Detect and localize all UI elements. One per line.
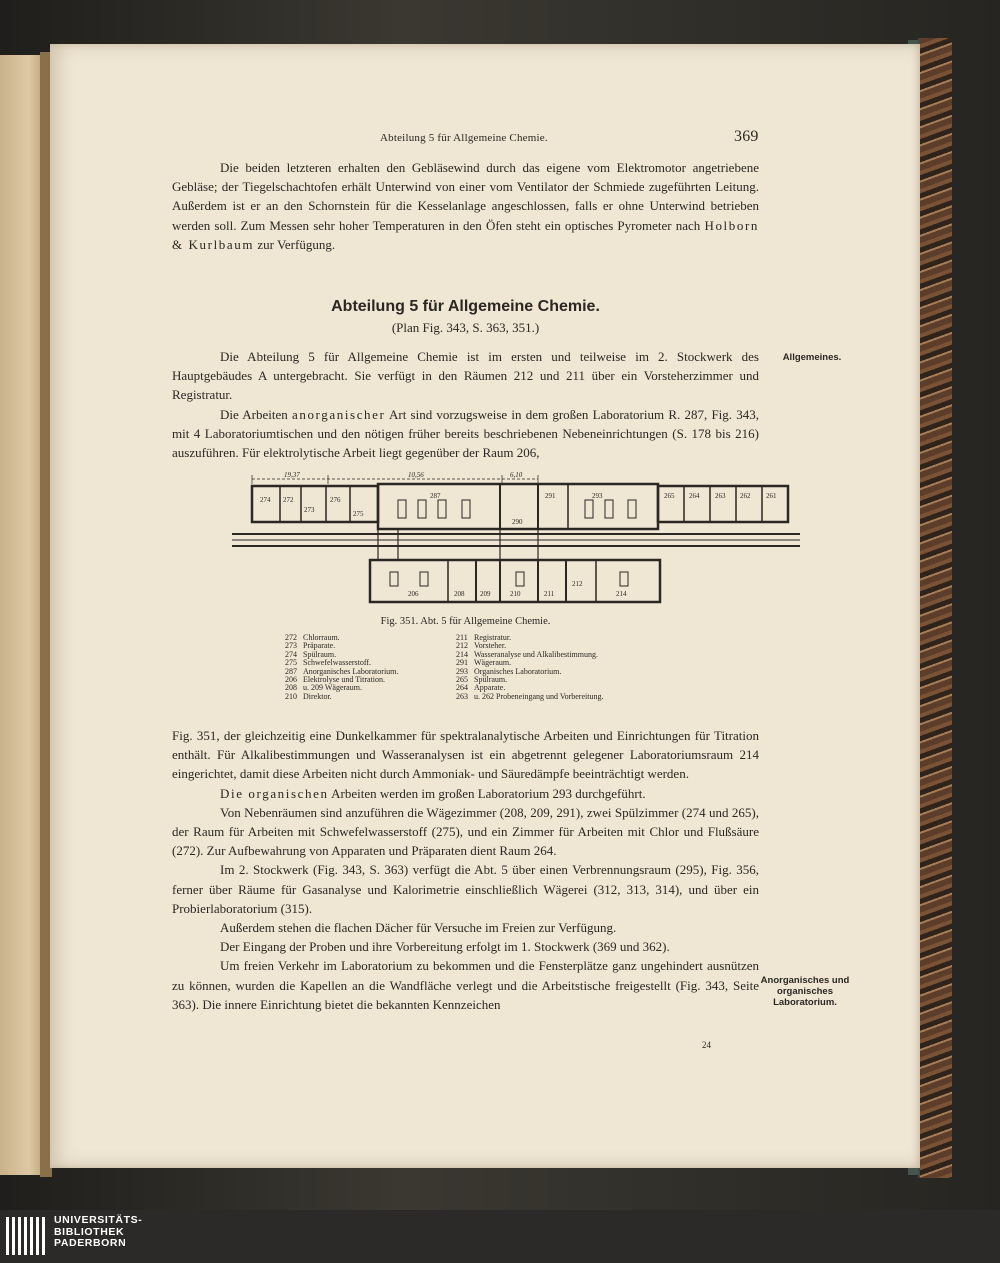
room-label: 214 <box>616 590 627 598</box>
legend-text: u. 209 Wägeraum. <box>303 683 362 693</box>
paragraph-1 <box>172 158 759 254</box>
figure-legend-left <box>285 634 398 701</box>
dimension-label: 10,56 <box>408 471 424 479</box>
legend-number: 287 <box>285 666 297 676</box>
legend-number: 275 <box>285 658 297 668</box>
library-logo-icon <box>6 1215 50 1257</box>
paragraph-2-text: Die Abteilung 5 für Allgemeine Chemie ist im ersten und teilweise im 2. Stockwerk des Hauptgebäudes A untergebracht. Sie verfügt in den Räumen 212 und 211 über ein Vorsteherzimmer und Registratur. <box>172 349 759 403</box>
figure-caption: Fig. 351. Abt. 5 für Allgemeine Chemie. <box>380 616 551 627</box>
room-label: 262 <box>740 492 751 500</box>
section-title: Abteilung 5 für Allgemeine Chemie. <box>331 298 600 315</box>
legend-number: 265 <box>456 675 468 685</box>
paragraph-4 <box>172 726 759 1014</box>
legend-number: 210 <box>285 691 297 701</box>
paragraph-7: Im 2. Stockwerk (Fig. 343, S. 363) verfügt die Abt. 5 über einen Verbrennungsraum (295), Fig. 356, ferner über Räume für Gasanalyse und Kalorimetrie einschließlich Wägerei (312, 313, 314), und über ein Probierlaboratorium (315). <box>172 862 759 916</box>
legend-row <box>285 634 398 642</box>
marbled-cover <box>918 38 952 1178</box>
book-page <box>50 44 920 1168</box>
room-label: 210 <box>510 590 521 598</box>
legend-text: Direktor. <box>303 691 332 701</box>
paragraph-6: Von Nebenräumen sind anzuführen die Wägezimmer (208, 209, 291), zwei Spülzimmer (274 und 265), der Raum für Arbeiten mit Schwefelwasserstoff (275), und ein Zimmer für Arbeiten mit Chlor und Flußsäure (272). Zur Aufbewahrung von Apparaten und Präparaten dient Raum 264. <box>172 804 759 859</box>
legend-number: 208 <box>285 683 297 693</box>
room-label: 287 <box>430 492 441 500</box>
legend-row <box>456 693 603 701</box>
legend-text: Organisches Laboratorium. <box>474 666 562 676</box>
room-label: 273 <box>304 506 315 514</box>
room-label: 206 <box>408 590 419 598</box>
legend-text: Spülraum. <box>474 675 508 685</box>
room-label: 263 <box>715 492 726 500</box>
paragraph-1-text: Die beiden letzteren erhalten den Gebläsewind durch das eigene vom Elektromotor angetriebene Gebläse; der Tiegelschachtofen erhält Unterwind von einer vom Ventilator der Schmiede zugeführten Leitung. Außerdem ist er an den Schornstein für die Kesselanlage angeschlossen, falls er ohne Unterwind betrieben werden soll. Zum Messen sehr hoher Temperaturen in den Öfen steht ein optisches Pyrometer nach <box>172 160 759 233</box>
legend-number: 264 <box>456 683 468 693</box>
page-number: 369 <box>734 128 759 145</box>
room-label: 211 <box>544 590 555 598</box>
room-label: 209 <box>480 590 491 598</box>
floor-plan-figure <box>180 471 777 632</box>
room-label: 265 <box>664 492 675 500</box>
library-logo-text <box>54 1215 142 1250</box>
legend-text: Apparate. <box>474 683 506 693</box>
legend-number: 263 <box>456 691 468 701</box>
room-label: 208 <box>454 590 465 598</box>
legend-number: 273 <box>285 641 297 651</box>
legend-number: 212 <box>456 641 468 651</box>
room-label: 290 <box>512 518 523 526</box>
paragraph-1-end: zur Verfügung. <box>257 236 336 252</box>
dimension-label: 6,10 <box>510 471 523 479</box>
legend-number: 211 <box>456 633 468 642</box>
room-label: 293 <box>592 492 603 500</box>
legend-number: 206 <box>285 675 297 685</box>
figure-legend-right <box>456 634 603 701</box>
paragraph-1-names: Holborn & Kurlbaum <box>172 217 759 252</box>
legend-number: 293 <box>456 666 468 676</box>
running-head: Abteilung 5 für Allgemeine Chemie. <box>380 132 548 144</box>
legend-text: Elektrolyse und Titration. <box>303 675 385 685</box>
legend-text: Anorganisches Laboratorium. <box>303 666 399 676</box>
dimension-label: 19,37 <box>284 471 300 479</box>
paragraph-9: Der Eingang der Proben und ihre Vorbereitung erfolgt im 1. Stockwerk (369 und 362). <box>220 939 670 955</box>
library-footer <box>0 1210 1000 1263</box>
legend-row <box>285 693 398 701</box>
paragraph-3-spaced: anorganischer <box>291 406 386 422</box>
logo-line: PADERBORN <box>54 1237 127 1249</box>
paragraph-3-end: Art sind vorzugsweise in dem großen Laboratorium R. 287, Fig. 343, mit 4 Laboratoriumtischen und den nötigen früher bereits beschriebenen Nebeneinrichtungen (S. 178 bis 216) auszuführen. Für elektrolytische Arbeit liegt gegenüber der Raum 206, <box>172 406 759 461</box>
logo-line: BIBLIOTHEK <box>54 1225 125 1238</box>
room-label: 264 <box>689 492 700 500</box>
legend-text: Chlorraum. <box>303 633 340 642</box>
legend-text: Vorsteher. <box>474 641 507 651</box>
legend-text: Schwefelwasserstoff. <box>303 658 372 668</box>
paragraph-2 <box>172 347 759 462</box>
paragraph-4-text: Fig. 351, der gleichzeitig eine Dunkelkammer für spektralanalytische Arbeiten und Einrichtungen für Titration enthält. Für Alkalibestimmungen und Wasseranalysen ist ein abgetrennt gelegener Laboratoriumsraum 214 eingerichtet, damit diese Arbeiten nicht durch Ammoniak- und Säuredämpfe beeinträchtigt werden. <box>172 728 759 782</box>
room-label: 212 <box>572 580 583 588</box>
legend-number: 214 <box>456 649 468 659</box>
printer-signature: 24 <box>702 1040 711 1050</box>
paragraph-3-start: Die Arbeiten <box>220 406 288 422</box>
legend-text: Wägeraum. <box>474 658 512 668</box>
floor-plan-drawing <box>180 471 777 632</box>
legend-number: 274 <box>285 649 297 659</box>
room-label: 276 <box>330 496 341 504</box>
paragraph-5-spaced: Die organischen <box>220 785 329 801</box>
room-label: 275 <box>353 510 364 518</box>
legend-row <box>285 642 398 650</box>
legend-text: u. 262 Probeneingang und Vorbereitung. <box>474 691 604 701</box>
legend-text: Präparate. <box>303 641 336 651</box>
legend-text: Wasseranalyse und Alkalibestimmung. <box>474 649 598 659</box>
legend-number: 291 <box>456 658 468 668</box>
margin-note-allgemeines: Allgemeines. <box>782 352 842 363</box>
paragraph-8: Außerdem stehen die flachen Dächer für Versuche im Freien zur Verfügung. <box>220 920 617 936</box>
legend-row <box>285 684 398 692</box>
legend-text: Registratur. <box>474 633 512 642</box>
room-label: 274 <box>260 496 271 504</box>
room-label: 261 <box>766 492 777 500</box>
paragraph-10: Um freien Verkehr im Laboratorium zu bekommen und die Fensterplätze ganz ungehindert ausnützen zu können, wurden die Kapellen an die Wandfläche verlegt und die Arbeitstische freigestellt (Fig. 343, Seite 363). Die innere Einrichtung bietet die bekannten Kennzeichen <box>172 958 759 1012</box>
legend-number: 272 <box>285 633 297 642</box>
room-label: 272 <box>283 496 294 504</box>
section-subtitle: (Plan Fig. 343, S. 363, 351.) <box>391 320 540 335</box>
legend-text: Spülraum. <box>303 649 337 659</box>
margin-note-anorganisches: Anorganisches und organisches Laboratorium. <box>760 975 850 1008</box>
logo-line: UNIVERSITÄTS- <box>54 1214 143 1226</box>
paragraph-5-end: Arbeiten werden im großen Laboratorium 293 durchgeführt. <box>331 785 646 801</box>
room-label: 291 <box>545 492 556 500</box>
